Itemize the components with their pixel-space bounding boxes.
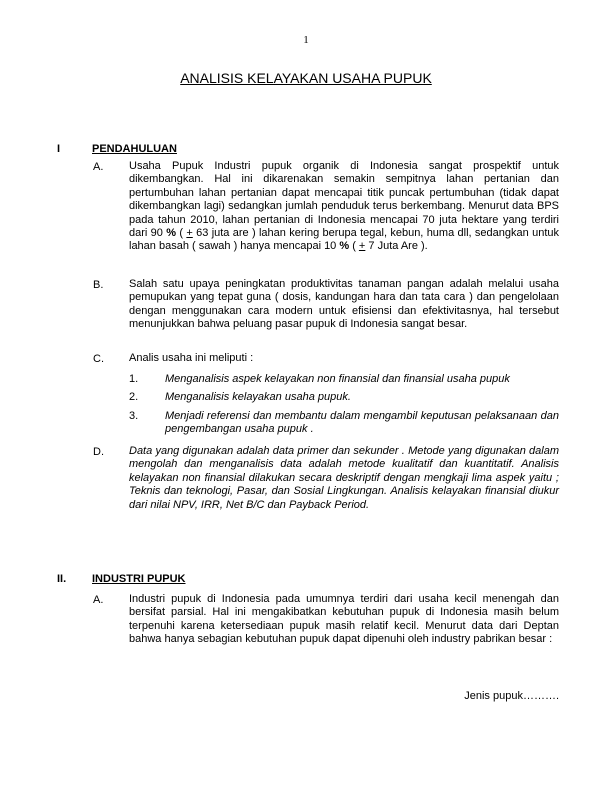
plus-minus-symbol: +	[186, 227, 193, 240]
section-1-item-b-letter: B.	[93, 279, 104, 291]
percent-symbol: %	[339, 240, 350, 253]
subitem-3	[165, 410, 559, 437]
section-2-title: INDUSTRI PUPUK	[92, 573, 186, 585]
trailing-text: Jenis pupuk……….	[464, 690, 559, 702]
section-1-item-d	[129, 445, 559, 512]
subitem-3-number: 3.	[129, 410, 139, 422]
page-number: 1	[303, 34, 309, 46]
subitem-2-number: 2.	[129, 391, 139, 403]
subitem-1-text: Menganalisis aspek kelayakan non finansial dan finansial usaha pupuk	[165, 373, 510, 385]
subitem-2-text: Menganalisis kelayakan usaha pupuk.	[165, 391, 351, 403]
section-1-item-c-text: Analis usaha ini meliputi :	[129, 352, 254, 364]
section-1-item-d-text: Data yang digunakan adalah data primer dan sekunder . Metode yang digunakan dalam mengolah dan menganalisis data adalah metode kualitatif dan kuantitatif. Analisis kelayakan non finansial dilakukan secara deskriptif dengan mengkaji lima aspek yaitu ; Teknis dan teknologi, Pasar, dan Sosial Lingkungan. Analisis kelayakan finansial diukur dari nilai NPV, IRR, Net B/C dan Payback Period.	[129, 445, 559, 511]
document-title: ANALISIS KELAYAKAN USAHA PUPUK	[180, 70, 432, 86]
section-1-item-c-letter: C.	[93, 353, 104, 365]
section-1-item-c	[129, 352, 559, 365]
percent-symbol: %	[166, 227, 177, 240]
section-2-item-a-letter: A.	[93, 594, 104, 606]
section-1-item-b-text: Salah satu upaya peningkatan produktivitas tanaman pangan adalah melalui usaha pemupukan yang tepat guna ( dosis, kandungan hara dan tata cara ) dan pengelolaan dengan menggunakan cara modern untuk efisiensi dan efektivitasnya, hal tersebut menunjukkan bahwa peluang pasar pupuk di Indonesia sangat besar.	[129, 278, 559, 331]
section-2-item-a-text: Industri pupuk di Indonesia pada umumnya terdiri dari usaha kecil menengah dan bersifat parsial. Hal ini mengakibatkan kebutuhan pupuk di Indonesia masih belum terpenuhi karena ketersediaan pupuk masih relatif kecil. Menurut data dari Deptan bahwa hanya sebagian kebutuhan pupuk dapat dipenuhi oleh industry pabrikan besar :	[129, 593, 559, 646]
section-1-item-a-text: Usaha Pupuk Industri pupuk organik di Indonesia sangat prospektif untuk dikembangkan. Hal ini dikarenakan semakin sempitnya lahan pertanian dan pertumbuhan lahan pertanian dapat mencapai titik puncak pertumbuhan (tidak dapat dikembangkan lagi) sedangkan jumlah penduduk terus berkembang. Menurut data BPS pada tahun 2010, lahan pertanian di Indonesia mencapai 70 juta hektare yang terdiri dari 90 % ( + 63 juta are ) lahan kering berupa tegal, kebun, huma dll, sedangkan untuk lahan basah ( sawah ) hanya mencapai 10 % ( + 7 Juta Are ).	[129, 160, 559, 253]
section-1-item-d-letter: D.	[93, 446, 104, 458]
section-1-item-a	[129, 160, 559, 254]
plus-minus-symbol: +	[358, 240, 366, 253]
section-1-item-a-letter: A.	[93, 161, 104, 173]
section-1-number: I	[57, 143, 61, 155]
section-1-title: PENDAHULUAN	[92, 143, 177, 155]
section-1-item-b	[129, 278, 559, 332]
subitem-2	[165, 391, 559, 404]
subitem-1	[165, 373, 559, 386]
subitem-3-text: Menjadi referensi dan membantu dalam mengambil keputusan pelaksanaan dan pengembangan usaha pupuk .	[165, 410, 559, 436]
subitem-1-number: 1.	[129, 373, 139, 385]
section-2-number: II.	[57, 573, 67, 585]
section-2-item-a	[129, 593, 559, 647]
